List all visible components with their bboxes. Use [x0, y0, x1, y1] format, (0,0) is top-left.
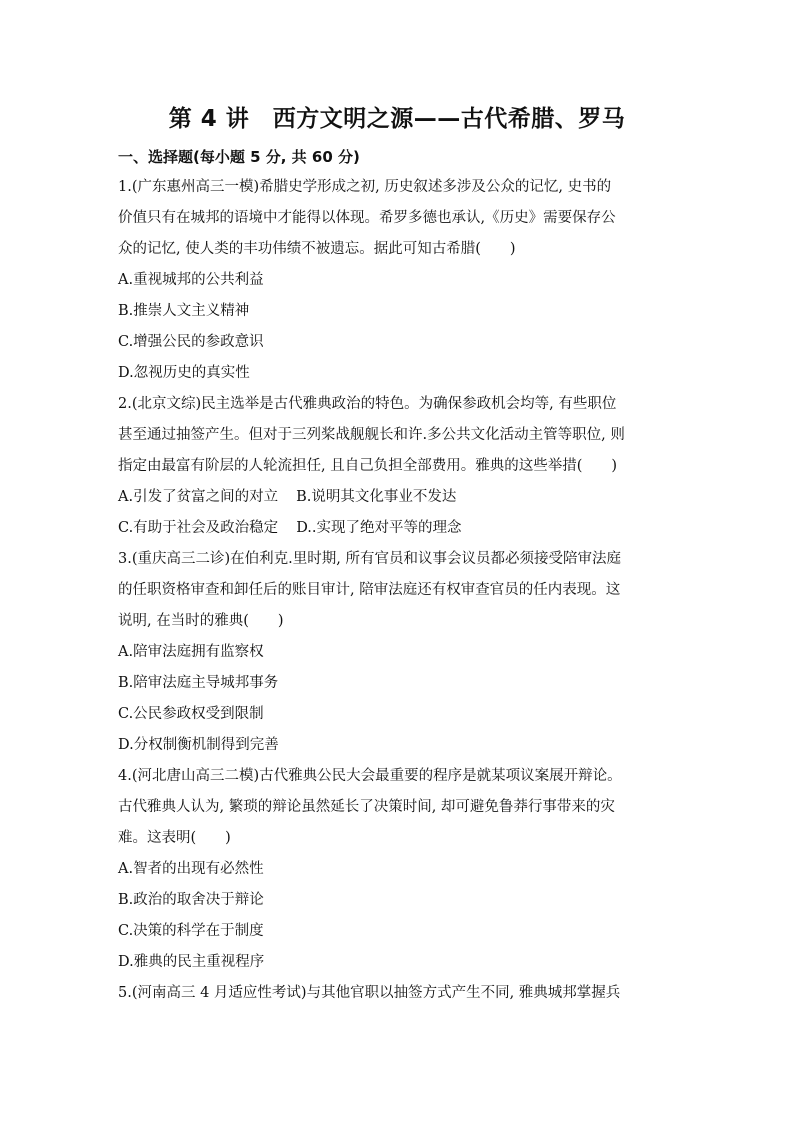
question-2-option-row [118, 482, 676, 513]
question-2-option-b: B.说明其文化事业不发达 [296, 489, 457, 505]
question-2-option-row [118, 513, 676, 544]
question-4-option-c: C.决策的科学在于制度 [118, 923, 264, 939]
section-heading: 一、选择题(每小题 5 分, 共 60 分) [118, 148, 360, 166]
question-2-text-line: 指定由最富有阶层的人轮流担任, 且自己负担全部费用。雅典的这些举措( ) [118, 458, 618, 474]
question-4-option-b: B.政治的取舍决于辩论 [118, 892, 264, 908]
question-3-text-line: 的任职资格审查和卸任后的账目审计, 陪审法庭还有权审查官员的任内表现。这 [118, 582, 621, 598]
question-3-option-c: C.公民参政权受到限制 [118, 706, 264, 722]
question-list [118, 172, 676, 1009]
question-1 [118, 172, 676, 389]
question-2-option-a: A.引发了贫富之间的对立 [118, 489, 279, 505]
question-4-text-line: 难。这表明( ) [118, 830, 231, 846]
question-1-option-d: D.忽视历史的真实性 [118, 365, 250, 381]
question-5-text-line: 5.(河南高三 4 月适应性考试)与其他官职以抽签方式产生不同, 雅典城邦掌握兵 [118, 985, 621, 1001]
question-3-text-line: 说明, 在当时的雅典( ) [118, 613, 284, 629]
question-2-option-d: D..实现了绝对平等的理念 [296, 520, 462, 536]
question-2-option-c: C.有助于社会及政治稳定 [118, 520, 279, 536]
question-3-text-line: 3.(重庆高三二诊)在伯利克.里时期, 所有官员和议事会议员都必须接受陪审法庭 [118, 551, 621, 567]
question-3-option-b: B.陪审法庭主导城邦事务 [118, 675, 279, 691]
question-1-option-b: B.推崇人文主义精神 [118, 303, 250, 319]
question-1-text-line: 众的记忆, 使人类的丰功伟绩不被遗忘。据此可知古希腊( ) [118, 241, 516, 257]
question-4-option-d: D.雅典的民主重视程序 [118, 954, 265, 970]
question-1-option-a: A.重视城邦的公共利益 [118, 272, 264, 288]
question-5 [118, 978, 676, 1009]
question-2-text-line: 甚至通过抽签产生。但对于三列桨战舰舰长和许.多公共文化活动主管等职位, 则 [118, 427, 625, 443]
page-title: 第 4 讲 西方文明之源——古代希腊、罗马 [168, 106, 626, 132]
question-1-text-line: 价值只有在城邦的语境中才能得以体现。希罗多德也承认,《历史》需要保存公 [118, 210, 616, 226]
question-2-text-line: 2.(北京文综)民主选举是古代雅典政治的特色。为确保参政机会均等, 有些职位 [118, 396, 617, 412]
question-4 [118, 761, 676, 978]
question-3-option-a: A.陪审法庭拥有监察权 [118, 644, 264, 660]
question-4-text-line: 4.(河北唐山高三二模)古代雅典公民大会最重要的程序是就某项议案展开辩论。 [118, 768, 622, 784]
question-1-option-c: C.增强公民的参政意识 [118, 334, 264, 350]
question-4-option-a: A.智者的出现有必然性 [118, 861, 264, 877]
question-3 [118, 544, 676, 761]
question-1-text-line: 1.(广东惠州高三一模)希腊史学形成之初, 历史叙述多涉及公众的记忆, 史书的 [118, 179, 612, 195]
question-3-option-d: D.分权制衡机制得到完善 [118, 737, 279, 753]
question-4-text-line: 古代雅典人认为, 繁琐的辩论虽然延长了决策时间, 却可避免鲁莽行事带来的灾 [118, 799, 615, 815]
question-2 [118, 389, 676, 544]
